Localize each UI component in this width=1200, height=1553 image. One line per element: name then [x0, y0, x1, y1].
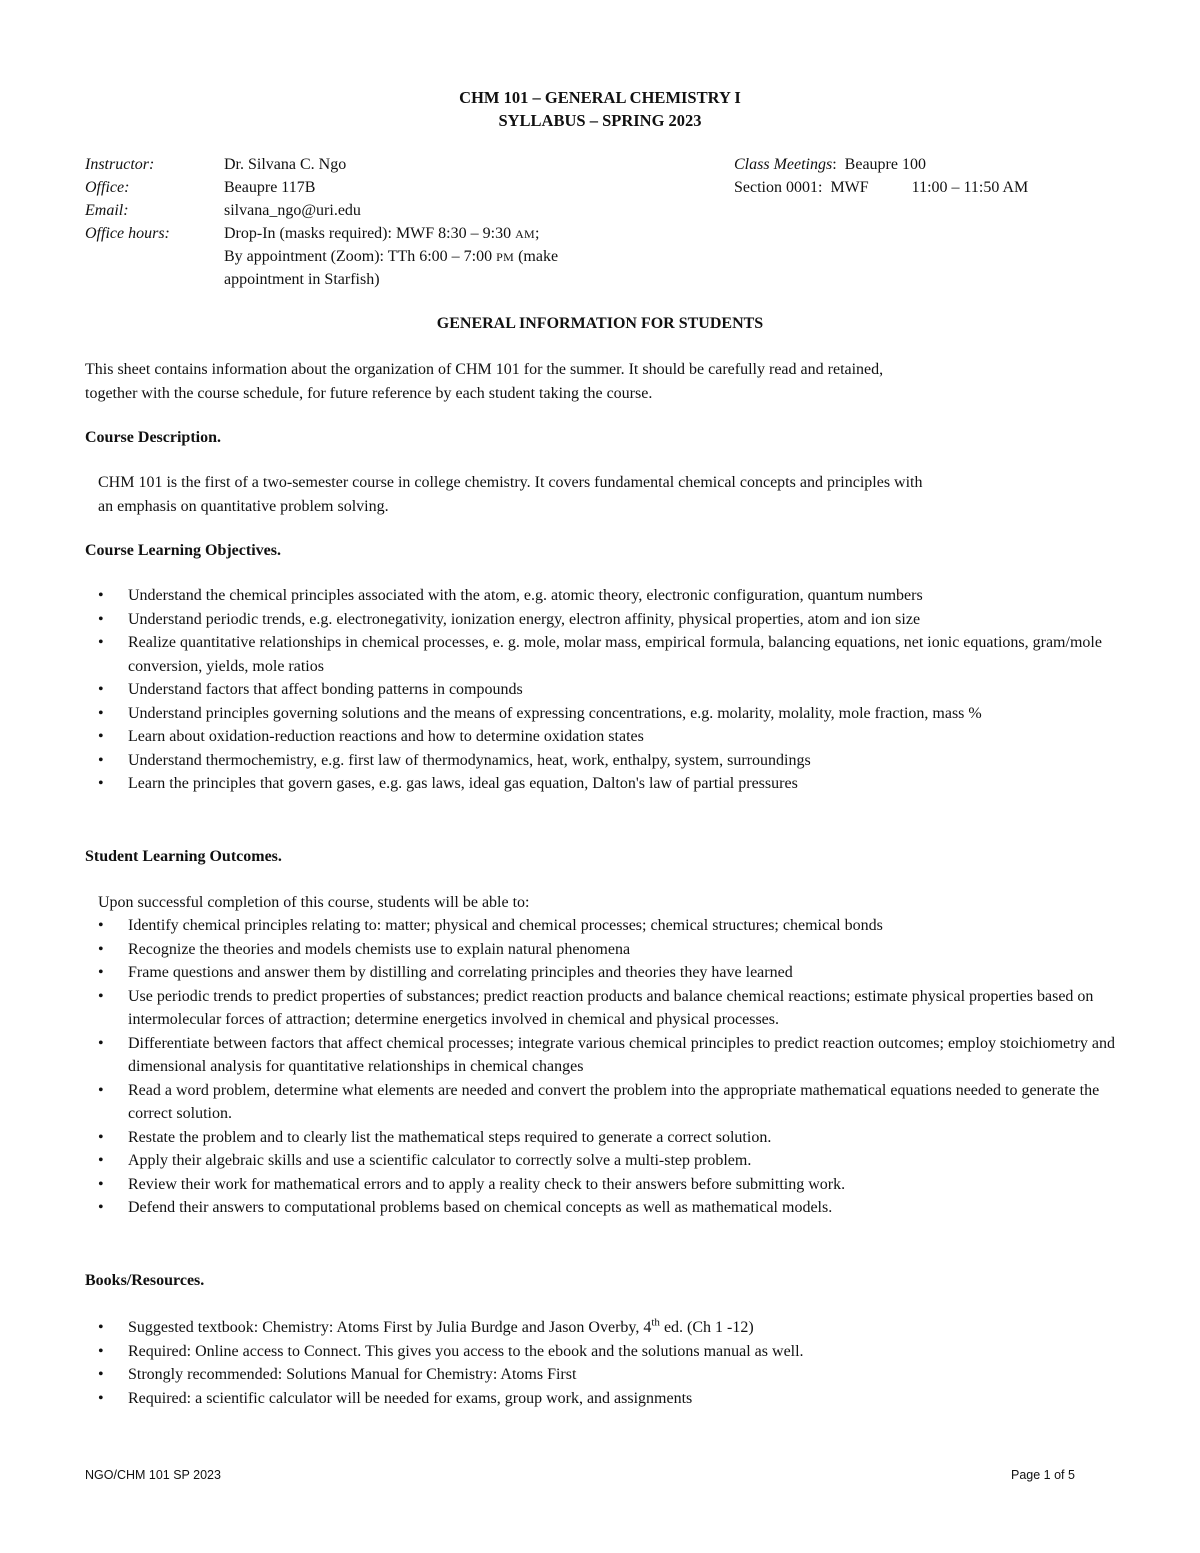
list-item [85, 608, 1120, 632]
page-number: Page 1 of 5 [1011, 1468, 1075, 1482]
bullet: • [98, 587, 104, 604]
bullet: • [98, 1152, 104, 1169]
bullet: • [98, 1319, 104, 1336]
list-item [85, 1079, 1120, 1126]
bullet: • [98, 1342, 104, 1360]
office-hours-appointment [224, 245, 664, 270]
instructor-label: Instructor: [85, 156, 155, 173]
list-item [85, 678, 1120, 702]
list-item-text: Learn the principles that govern gases, e.g. gas laws, ideal gas equation, Dalton's law of partial pressures [128, 775, 798, 792]
bullet: • [98, 1034, 104, 1052]
list-item-text: Strongly recommended: Solutions Manual for Chemistry: Atoms First [128, 1366, 577, 1383]
list-item-text: Learn about oxidation-reduction reactions and how to determine oxidation states [128, 728, 644, 745]
office-location: Beaupre 117B [224, 179, 316, 196]
general-info-line-2: together with the course schedule, for future reference by each student taking the course. [85, 384, 653, 402]
document-title [0, 86, 1200, 132]
bullet: • [98, 964, 104, 981]
list-item [85, 702, 1120, 726]
appointment-end: (make [514, 248, 559, 265]
instructor-info-block [85, 153, 1125, 291]
dropin-text: Drop-In (masks required): MWF 8:30 – 9:30 [224, 225, 516, 242]
section-info [734, 176, 1028, 200]
course-description-heading: Course Description. [85, 429, 221, 446]
instructor-row [85, 153, 1125, 176]
bullet: • [98, 1175, 104, 1193]
list-item [85, 938, 1120, 962]
textbook-edition: ed. (Ch 1 -12) [659, 1319, 754, 1336]
edition-superscript: th [651, 1316, 660, 1329]
general-info-line-1: This sheet contains information about the organization of CHM 101 for the summer. It should be carefully read and retained, [85, 361, 884, 378]
section-time: 11:00 – 11:50 AM [911, 179, 1029, 196]
outcomes-list [85, 914, 1120, 1220]
list-item-text: Read a word problem, determine what elements are needed and convert the problem into the appropriate mathematical equations needed to generate the correct solution. [128, 1081, 1100, 1122]
email-address: silvana_ngo@uri.edu [224, 202, 361, 219]
office-hours-dropin [224, 222, 664, 247]
list-item-text: Differentiate between factors that affect chemical processes; integrate various chemical principles to predict reaction outcomes; employ stoichiometry and dimensional analysis for quantitative relationships in chemical changes [128, 1034, 1116, 1075]
textbook-text: Suggested textbook: Chemistry: Atoms First by Julia Burdge and Jason Overby, 4 [128, 1319, 652, 1336]
bullet: • [98, 704, 104, 722]
books-list [85, 1316, 1120, 1410]
section-label: Section 0001: MWF [734, 179, 869, 196]
footer-left: NGO/CHM 101 SP 2023 [85, 1468, 221, 1482]
title-line-1: CHM 101 – GENERAL CHEMISTRY I [459, 88, 741, 107]
instructor-name: Dr. Silvana C. Ngo [224, 156, 347, 173]
list-item-text: Understand thermochemistry, e.g. first law of thermodynamics, heat, work, enthalpy, system, surroundings [128, 751, 811, 769]
bullet: • [98, 751, 104, 769]
list-item [85, 914, 1120, 938]
bullet: • [98, 634, 104, 651]
general-info-paragraph [85, 358, 1125, 405]
list-item-text: Recognize the theories and models chemists use to explain natural phenomena [128, 940, 631, 958]
list-item [85, 961, 1120, 985]
list-item-text: Understand periodic trends, e.g. electronegativity, ionization energy, electron affinity, physical properties, atom and ion size [128, 610, 921, 628]
list-item [85, 584, 1120, 608]
list-item [85, 1149, 1120, 1173]
list-item [85, 1316, 1120, 1340]
outcomes-heading: Student Learning Outcomes. [85, 848, 282, 865]
list-item-text: Restate the problem and to clearly list the mathematical steps required to generate a correct solution. [128, 1128, 772, 1146]
office-hours-label: Office hours: [85, 225, 170, 242]
list-item-text: Identify chemical principles relating to: matter; physical and chemical processes; chemical structures; chemical bonds [128, 917, 883, 934]
list-item [85, 1196, 1120, 1220]
bullet: • [98, 1366, 104, 1383]
bullet: • [98, 940, 104, 958]
list-item-text: Understand principles governing solutions and the means of expressing concentrations, e.g. molarity, molality, mole fraction, mass % [128, 704, 982, 722]
course-description-line-2: an emphasis on quantitative problem solving. [98, 497, 389, 515]
dropin-am: AM [515, 227, 535, 241]
list-item-text: Realize quantitative relationships in chemical processes, e. g. mole, molar mass, empirical formula, balancing equations, net ionic equations, gram/mole conversion, yields, mole ratios [128, 634, 1102, 675]
email-row [85, 199, 1125, 222]
hours-row-3 [85, 268, 1125, 291]
office-row [85, 176, 1125, 199]
list-item-text: Understand the chemical principles associated with the atom, e.g. atomic theory, electronic configuration, quantum numbers [128, 587, 923, 604]
appointment-pm: PM [496, 250, 515, 264]
bullet: • [98, 1081, 104, 1099]
list-item [85, 1126, 1120, 1150]
course-description-paragraph [98, 471, 1138, 518]
list-item-text: Apply their algebraic skills and use a scientific calculator to correctly solve a multi-step problem. [128, 1152, 752, 1169]
bullet: • [98, 1128, 104, 1146]
list-item [85, 1173, 1120, 1197]
list-item [85, 725, 1120, 749]
list-item [85, 985, 1120, 1032]
list-item-text: Understand factors that affect bonding patterns in compounds [128, 681, 523, 698]
appointment-text: By appointment (Zoom): TTh 6:00 – 7:00 [224, 248, 497, 265]
list-item [85, 1032, 1120, 1079]
bullet: • [98, 1389, 104, 1407]
list-item [85, 631, 1120, 678]
list-item-text: Required: a scientific calculator will be needed for exams, group work, and assignments [128, 1389, 693, 1407]
books-heading: Books/Resources. [85, 1272, 205, 1289]
outcomes-intro: Upon successful completion of this course, students will be able to: [98, 894, 530, 911]
bullet: • [98, 987, 104, 1005]
class-meetings-value: : Beaupre 100 [832, 156, 926, 173]
bullet: • [98, 610, 104, 628]
list-item [85, 1387, 1120, 1411]
bullet: • [98, 1199, 104, 1216]
email-label: Email: [85, 202, 129, 219]
list-item [85, 1363, 1120, 1387]
hours-row-2 [85, 245, 1125, 268]
dropin-end: ; [535, 225, 540, 242]
list-item [85, 1340, 1120, 1364]
bullet: • [98, 681, 104, 698]
list-item-text: Required: Online access to Connect. This gives you access to the ebook and the solutions manual as well. [128, 1342, 804, 1360]
list-item-text: Review their work for mathematical errors and to apply a reality check to their answers before submitting work. [128, 1175, 846, 1193]
bullet: • [98, 917, 104, 934]
hours-row-1 [85, 222, 1125, 245]
general-info-heading: GENERAL INFORMATION FOR STUDENTS [436, 315, 764, 332]
list-item-text: Defend their answers to computational problems based on chemical concepts as well as mathematical models. [128, 1199, 833, 1216]
list-item [85, 749, 1120, 773]
office-hours-starfish: appointment in Starfish) [224, 271, 380, 288]
class-meetings-label: Class Meetings [734, 156, 833, 173]
list-item [85, 772, 1120, 796]
list-item-text: Frame questions and answer them by distilling and correlating principles and theories they have learned [128, 964, 793, 981]
objectives-list [85, 584, 1120, 796]
bullet: • [98, 728, 104, 745]
class-meetings [734, 153, 926, 177]
list-item-text: Use periodic trends to predict properties of substances; predict reaction products and balance chemical reactions; estimate physical properties based on intermolecular forces of attraction; determine energetics involved in chemical and physical processes. [128, 987, 1094, 1028]
title-line-2: SYLLABUS – SPRING 2023 [498, 111, 702, 130]
bullet: • [98, 775, 104, 792]
course-description-line-1: CHM 101 is the first of a two-semester course in college chemistry. It covers fundamental chemical concepts and principles with [98, 474, 923, 491]
objectives-heading: Course Learning Objectives. [85, 542, 281, 559]
office-label: Office: [85, 179, 130, 196]
